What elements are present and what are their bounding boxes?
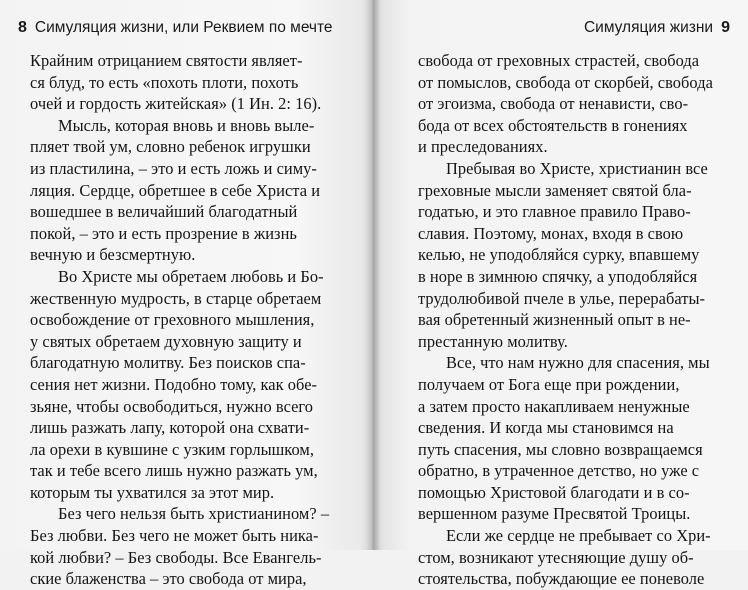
text-line: путь спасения, мы словно возвращаемся	[418, 439, 703, 459]
text-line: которым ты ухватился за этот мир.	[30, 482, 275, 502]
text-line: обратно, в утраченное детство, но уже с	[418, 461, 700, 481]
text-line: престанную молитву.	[418, 331, 568, 351]
text-line: ся блуд, то есть «похоть плоти, похоть	[30, 72, 299, 92]
text-line: годатью, и это главное правило Право-	[418, 202, 691, 222]
text-line: освобождение от греховного мышления,	[30, 310, 315, 330]
text-line: стоятельства, побуждающие ее поневоле	[418, 569, 705, 589]
text-line: славия. Поэтому, монах, входя в свою	[418, 223, 684, 243]
left-page-body-text	[30, 50, 329, 590]
right-page-number: 9	[721, 19, 730, 36]
text-line: кой любви? – Без свободы. Все Евангель-	[30, 547, 322, 567]
text-line: благодатную молитву. Без поисков спа-	[30, 353, 306, 373]
text-line: Без чего нельзя быть христианином? –	[58, 504, 330, 524]
text-line: ские блаженства – это свобода от мира,	[30, 569, 307, 589]
text-line: зьяне, чтобы освободиться, нужно всего	[30, 396, 314, 416]
text-line: так и тебе всего лишь нужно разжать ум,	[30, 461, 318, 481]
right-page	[372, 0, 748, 589]
text-line: келью, не уподобляйся сурку, впавшему	[418, 245, 700, 265]
text-line: свобода от греховных страстей, свобода	[418, 51, 700, 70]
text-line: у святых обретаем духовную защиту и	[30, 331, 302, 351]
text-line: от эгоизма, свобода от ненависти, сво-	[418, 94, 689, 114]
text-line: Пребывая во Христе, христианин все	[446, 158, 708, 178]
text-line: ляция. Сердце, обретшее в себе Христа и	[30, 180, 321, 200]
text-line: пляет твой ум, словно ребенок игрушки	[30, 137, 311, 157]
text-line: очей и гордость житейская» (1 Ин. 2: 16).	[30, 94, 322, 114]
text-line: Во Христе мы обретаем любовь и Бо-	[58, 266, 324, 286]
text-line: жественную мудрость, в старце обретаем	[30, 288, 322, 308]
text-line: Мысль, которая вновь и вновь выле-	[58, 115, 315, 135]
text-line: Если же сердце не пребывает со Хри-	[446, 526, 711, 546]
text-line: из пластилина, – это и есть ложь и симу-	[30, 158, 317, 178]
text-line: лишь разжать лапу, которой она схвати-	[30, 418, 310, 438]
text-line: вершенном разуме Пресвятой Троицы.	[418, 504, 691, 524]
right-page-body-text	[418, 50, 713, 590]
text-line: Крайним отрицанием святости являет-	[30, 51, 303, 70]
text-line: вечную и безсмертную.	[30, 245, 196, 265]
text-line: ла орехи в кувшине с узким горлышком,	[30, 439, 314, 459]
text-line: получаем от Бога еще при рождении,	[418, 374, 680, 394]
text-line: помощью Христовой благодати и в со-	[418, 482, 690, 502]
text-line: в норе в зимнюю спячку, а уподобляйся	[418, 266, 698, 286]
right-running-head	[584, 19, 730, 37]
text-line: сения нет жизни. Подобно тому, как обе-	[30, 374, 318, 394]
text-line: трудолюбивой пчеле в улье, перерабаты-	[418, 288, 706, 308]
text-line: а затем просто накапливаем ненужные	[418, 396, 690, 416]
text-line: сведения. И когда мы становимся на	[418, 418, 674, 438]
text-line: греховные мысли заменяет святой бла-	[418, 180, 692, 200]
text-line: Без любви. Без чего не может быть ника-	[30, 526, 319, 546]
text-line: Все, что нам нужно для спасения, мы	[446, 353, 710, 373]
text-line: вая обретенный жизненный опыт в не-	[418, 310, 691, 330]
text-line: стом, возникают утесняющие душу об-	[418, 547, 694, 567]
left-running-head-title: Симуляция жизни, или Реквием по мечте	[34, 19, 333, 36]
text-line: бода от всех обстоятельств в гонениях	[418, 115, 688, 135]
text-line: и преследованиях.	[418, 137, 548, 157]
left-page	[0, 0, 372, 589]
right-running-head-title: Симуляция жизни	[583, 19, 714, 36]
text-line: вошедшее в величайший благодатный	[30, 202, 298, 222]
text-line: покой, – это и есть прозрение в жизнь	[30, 223, 297, 243]
left-running-head	[18, 19, 333, 37]
text-line: от помыслов, свобода от скорбей, свобода	[418, 72, 713, 92]
left-page-number: 8	[18, 19, 27, 36]
